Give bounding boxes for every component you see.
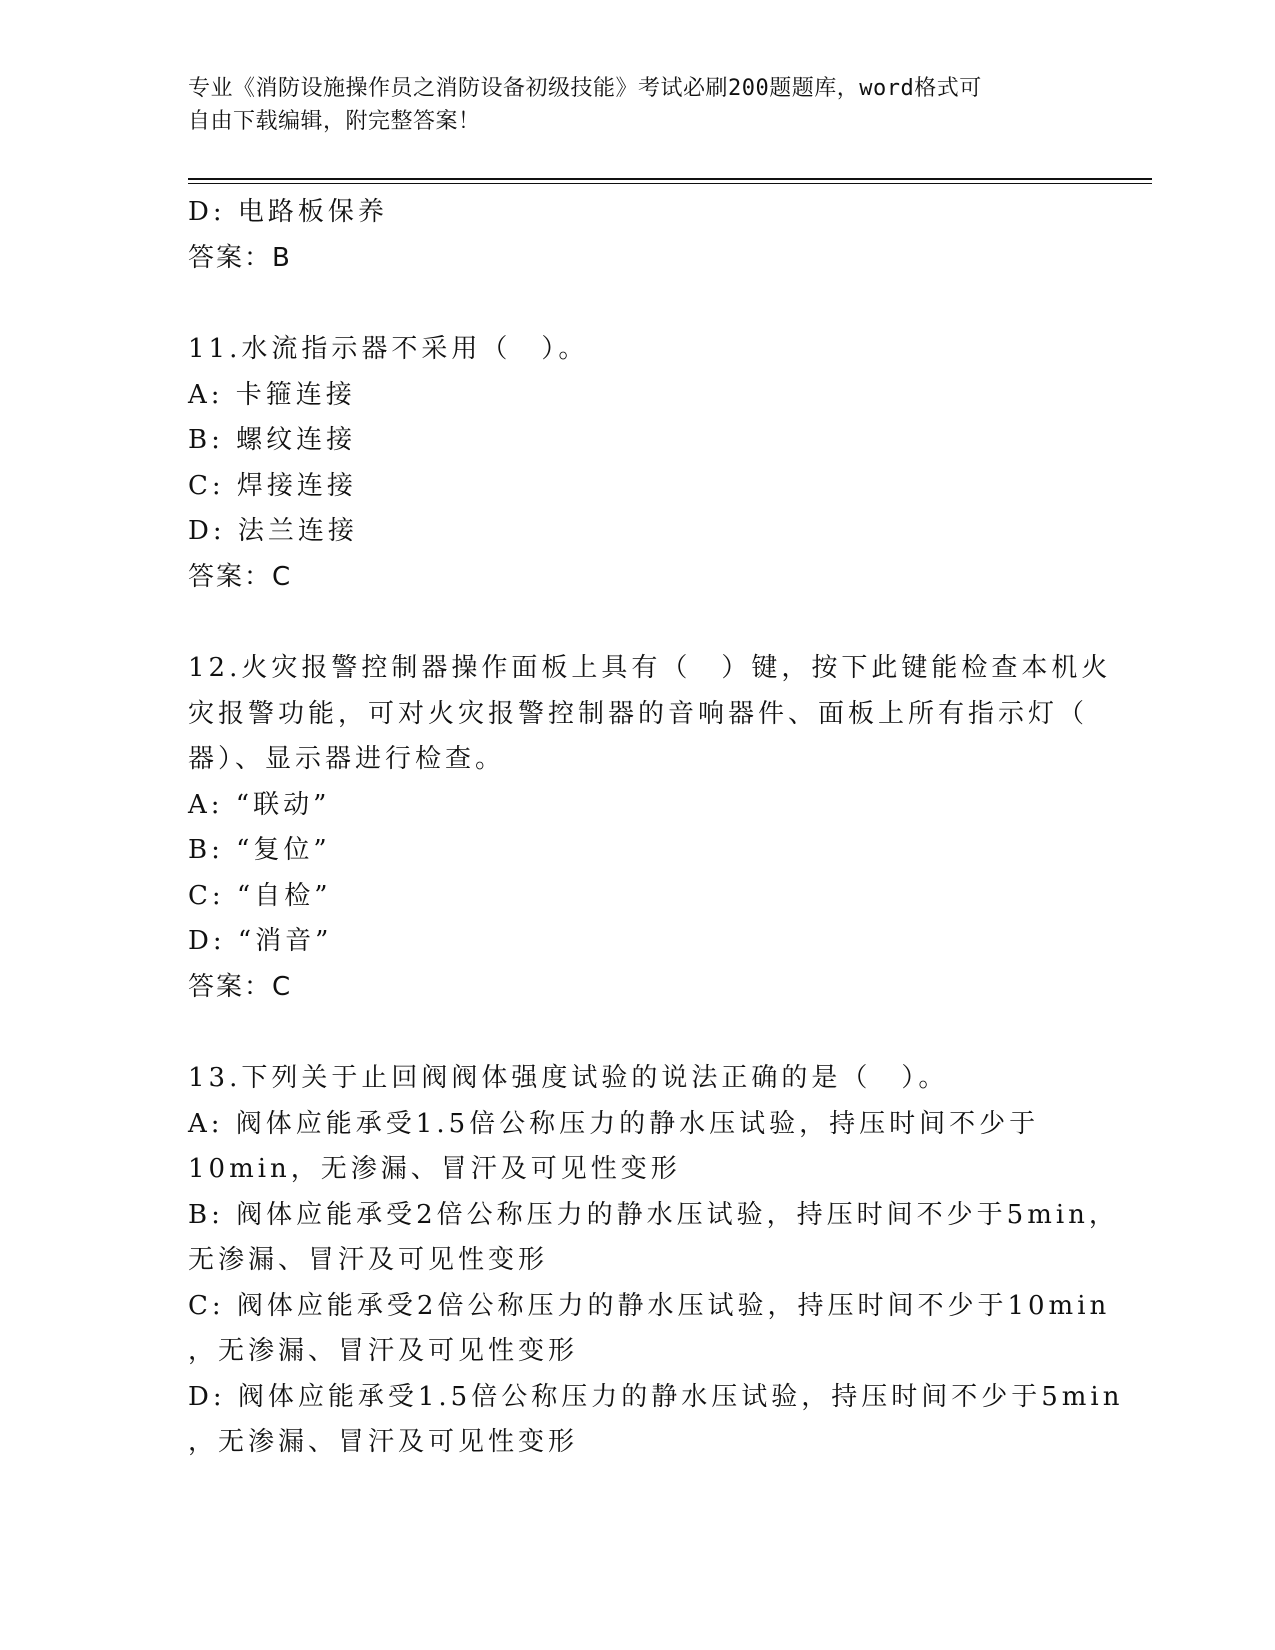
option-c: C: “自检” xyxy=(188,880,332,911)
option-b: B: “复位” xyxy=(188,835,331,865)
header-line-1: 专业《消防设施操作员之消防设备初级技能》考试必刷200题题库，word格式可 xyxy=(188,76,982,101)
option-c: C: 焊接连接 xyxy=(188,470,357,501)
question-12 xyxy=(188,646,1112,1010)
option-b-cont: 无渗漏、冒汗及可见性变形 xyxy=(188,1245,549,1275)
option-d-cont: ，无渗漏、冒汗及可见性变形 xyxy=(188,1427,579,1457)
document-header xyxy=(188,72,1088,138)
header-divider xyxy=(188,178,1152,180)
option-c: C: 阀体应能承受2倍公称压力的静水压试验，持压时间不少于10min xyxy=(188,1290,1111,1321)
option-b: B: 螺纹连接 xyxy=(188,425,357,455)
previous-question-tail xyxy=(188,190,1088,281)
question-stem: 12.火灾报警控制器操作面板上具有（ ）键，按下此键能检查本机火 xyxy=(188,653,1112,683)
option-d: D: 电路板保养 xyxy=(188,197,388,227)
header-line-2: 自由下载编辑，附完整答案！ xyxy=(188,109,481,134)
option-a: A: 阀体应能承受1.5倍公称压力的静水压试验，持压时间不少于 xyxy=(188,1108,1040,1139)
option-a: A: 卡箍连接 xyxy=(188,379,356,410)
header-divider-thin xyxy=(188,183,1152,184)
spacer xyxy=(188,600,1088,646)
question-stem: 13.下列关于止回阀阀体强度试验的说法正确的是（ ）。 xyxy=(188,1063,949,1093)
question-11 xyxy=(188,327,1088,600)
question-stem: 11.水流指示器不采用（ ）。 xyxy=(188,334,589,364)
answer: 答案：B xyxy=(188,242,292,273)
question-stem-cont: 器）、显示器进行检查。 xyxy=(188,744,506,774)
option-a: A: “联动” xyxy=(188,789,331,820)
answer: 答案：C xyxy=(188,561,293,592)
option-a-cont: 10min，无渗漏、冒汗及可见性变形 xyxy=(188,1154,681,1184)
option-d: D: 法兰连接 xyxy=(188,516,358,546)
question-13 xyxy=(188,1056,1124,1466)
document-body xyxy=(188,190,1124,1466)
option-d: D: “消音” xyxy=(188,926,333,956)
answer: 答案：C xyxy=(188,971,293,1002)
question-stem-cont: 灾报警功能，可对火灾报警控制器的音响器件、面板上所有指示灯（ xyxy=(188,698,1089,729)
spacer xyxy=(188,1010,1088,1056)
spacer xyxy=(188,281,1088,327)
option-c-cont: ，无渗漏、冒汗及可见性变形 xyxy=(188,1336,579,1366)
option-b: B: 阀体应能承受2倍公称压力的静水压试验，持压时间不少于5min， xyxy=(188,1199,1119,1230)
option-d: D: 阀体应能承受1.5倍公称压力的静水压试验，持压时间不少于5min xyxy=(188,1381,1124,1412)
